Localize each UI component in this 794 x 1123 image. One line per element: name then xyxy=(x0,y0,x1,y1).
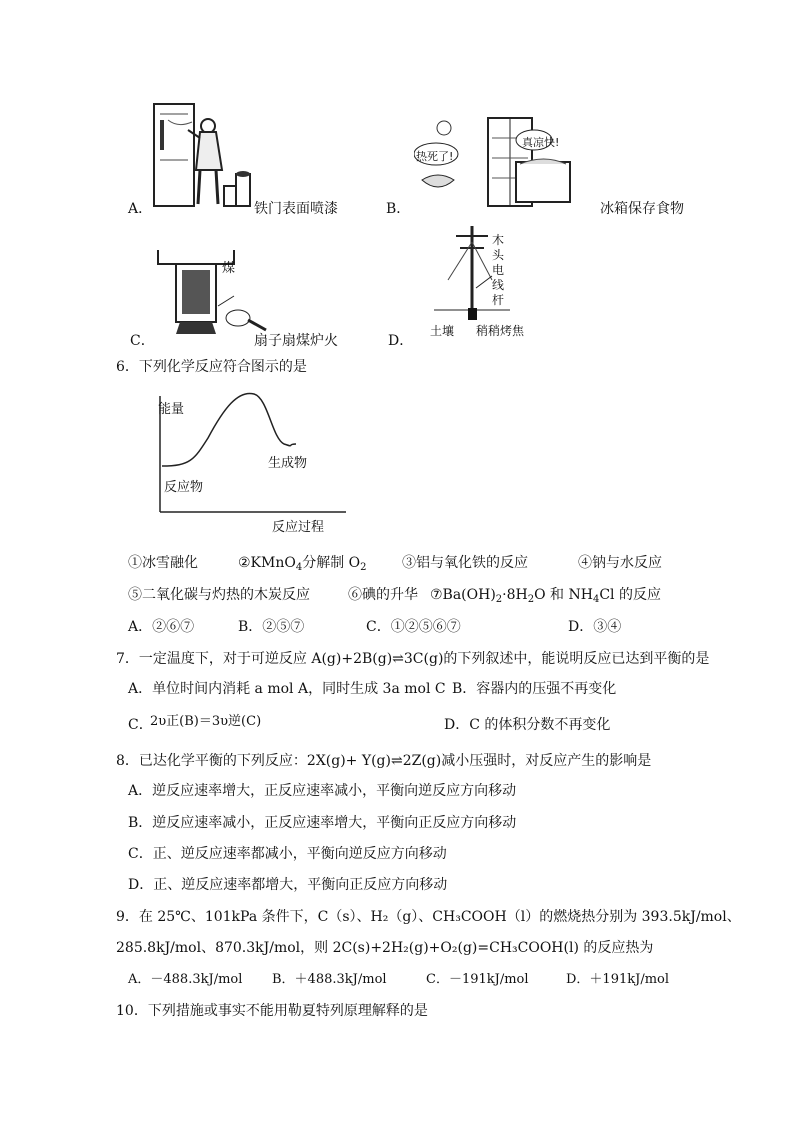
q8-option-a: A．逆反应速率增大，正反应速率减小，平衡向逆反应方向移动 xyxy=(128,783,517,799)
diagram-reactant-label: 反应物 xyxy=(164,480,204,495)
q6-option-d: D．③④ xyxy=(568,619,622,635)
q8-option-d: D．正、逆反应速率都增大，平衡向正反应方向移动 xyxy=(128,877,448,893)
q6-option-b: B．②⑤⑦ xyxy=(238,619,305,635)
soil-label: 土壤 xyxy=(430,324,455,338)
q6-stem: 6．下列化学反应符合图示的是 xyxy=(116,359,307,375)
q10-stem: 10．下列措施或事实不能用勒夏特列原理解释的是 xyxy=(116,1003,428,1019)
q6-item-4: ④钠与水反应 xyxy=(578,555,662,571)
q7-option-c-letter: C． xyxy=(128,717,153,733)
q7-option-d: D．C 的体积分数不再变化 xyxy=(444,717,611,733)
hot-bubble-text: 热死了! xyxy=(416,150,454,163)
q5-option-c-letter: C． xyxy=(130,333,155,349)
q9-stem-line2: 285.8kJ/mol、870.3kJ/mol，则 2C(s)+2H₂(g)+O₂(g)=CH₃COOH(l) 的反应热为 xyxy=(116,940,654,956)
coal-label: 煤 xyxy=(222,261,236,276)
q6-item-3: ③铝与氧化铁的反应 xyxy=(402,555,528,571)
q6-option-c: C．①②⑤⑥⑦ xyxy=(366,619,461,635)
q6-item-5: ⑤二氧化碳与灼热的木炭反应 xyxy=(128,587,310,603)
q8-option-c: C．正、逆反应速率都减小，平衡向逆反应方向移动 xyxy=(128,846,447,862)
pole-label-char: 头 xyxy=(492,248,505,262)
wooden-pole-illustration xyxy=(430,222,550,334)
pole-vertical-label xyxy=(492,233,506,308)
q9-option-a: A．－488.3kJ/mol xyxy=(128,972,243,987)
q7-option-a: A．单位时间内消耗 a mol A，同时生成 3a mol C xyxy=(128,681,446,697)
q6-item-1: ①冰雪融化 xyxy=(128,555,198,571)
diagram-ylabel: 能量 xyxy=(158,402,185,417)
q5-option-a-letter: A． xyxy=(128,201,153,217)
diagram-product-label: 生成物 xyxy=(268,456,308,471)
q5-option-d-letter: D． xyxy=(388,333,414,349)
q9-option-d: D．＋191kJ/mol xyxy=(566,972,670,987)
q7-stem: 7．一定温度下，对于可逆反应 A(g)+2B(g)⇌3C(g)的下列叙述中，能说明反应已达到平衡的是 xyxy=(116,651,710,667)
q6-item-2: ②KMnO$_4$分解制 $O_2$ xyxy=(238,555,367,573)
q9-option-c: C．－191kJ/mol xyxy=(426,972,529,987)
q6-item-6: ⑥碘的升华 xyxy=(348,587,418,603)
q6-option-a: A．②⑥⑦ xyxy=(128,619,195,635)
cool-bubble-text: 真凉快! xyxy=(522,136,560,149)
diagram-xlabel: 反应过程 xyxy=(272,520,325,535)
q5-option-a-caption: 铁门表面喷漆 xyxy=(254,201,338,217)
q5-option-b-letter: B． xyxy=(386,201,411,217)
pole-label-char: 线 xyxy=(492,278,505,292)
pole-label-char: 木 xyxy=(492,233,505,247)
q5-option-b-caption: 冰箱保存食物 xyxy=(600,201,684,217)
q9-stem-line1: 9．在 25℃、101kPa 条件下，C（s）、H₂（g）、CH₃COOH（l）的燃烧热分别为 393.5kJ/mol、 xyxy=(116,909,741,925)
q7-option-b: B．容器内的压强不再变化 xyxy=(452,681,617,697)
q5-option-c-caption: 扇子扇煤炉火 xyxy=(254,333,338,349)
q8-option-b: B．逆反应速率减小，正反应速率增大，平衡向正反应方向移动 xyxy=(128,815,517,831)
q8-stem: 8．已达化学平衡的下列反应：2X(g)+ Y(g)⇌2Z(g)减小压强时，对反应产生的影响是 xyxy=(116,753,652,769)
q9-option-b: B．＋488.3kJ/mol xyxy=(272,972,387,987)
q7-option-c-formula: 2υ正(B)＝3υ逆(C) xyxy=(150,714,262,729)
coal-stove-illustration xyxy=(154,246,270,338)
pole-label-char: 电 xyxy=(492,263,505,277)
burnt-label: 稍稍烤焦 xyxy=(476,324,525,338)
painting-door-illustration xyxy=(148,100,258,212)
q6-item-7: $⑦Ba(OH)_2\cdot 8H_2O$ 和 $NH_4Cl$ 的反应 xyxy=(430,587,661,605)
pole-label-char: 杆 xyxy=(492,293,505,307)
